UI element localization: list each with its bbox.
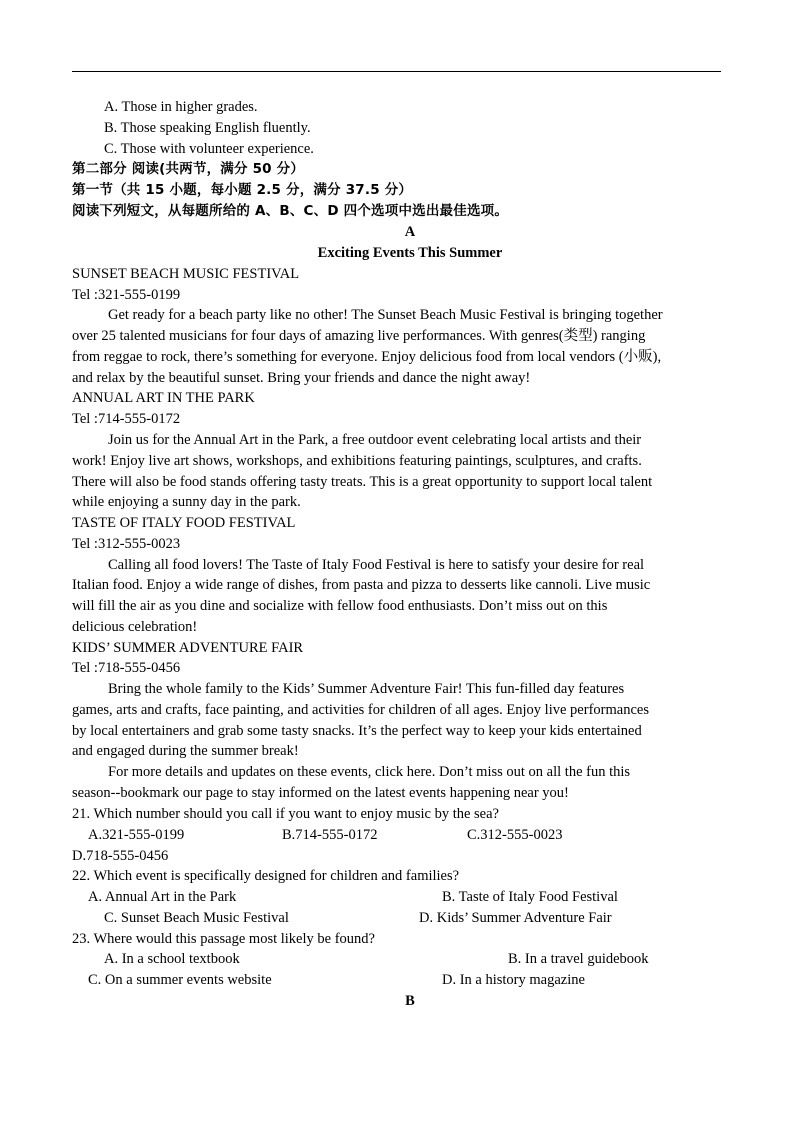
option-c[interactable]: C. On a summer events website <box>88 972 272 988</box>
prev-option-c: C. Those with volunteer experience. <box>104 141 314 157</box>
paragraph-line: and relax by the beautiful sunset. Bring your friends and dance the night away! <box>72 370 531 386</box>
paragraph-line: There will also be food stands offering tasty treats. This is a great opportunity to support local talent <box>72 474 653 490</box>
prev-option-a: A. Those in higher grades. <box>104 99 258 115</box>
option-b[interactable]: B. Taste of Italy Food Festival <box>442 889 618 905</box>
paragraph-line: delicious celebration! <box>72 619 198 635</box>
paragraph-line: from reggae to rock, there’s something for everyone. Enjoy delicious food from local vendors (小贩), <box>72 349 662 365</box>
option-a[interactable]: A. Annual Art in the Park <box>88 889 237 905</box>
paragraph-line: games, arts and crafts, face painting, and activities for children of all ages. Enjoy live performances <box>72 702 649 718</box>
option-b[interactable]: B. In a travel guidebook <box>508 951 649 967</box>
paragraph-line: Bring the whole family to the Kids’ Summer Adventure Fair! This fun-filled day features <box>108 681 625 697</box>
option-a[interactable]: A. In a school textbook <box>104 951 240 967</box>
paragraph-line: by local entertainers and grab some tasty snacks. It’s the perfect way to keep your kids entertained <box>72 723 642 739</box>
question-stem: 23. Where would this passage most likely be found? <box>72 931 375 947</box>
paragraph-line: Italian food. Enjoy a wide range of dishes, from pasta and pizza to desserts like cannoli. Live music <box>72 577 651 593</box>
closing-line: For more details and updates on these events, click here. Don’t miss out on all the fun this <box>108 764 631 780</box>
passage-title: Exciting Events This Summer <box>317 245 503 261</box>
paragraph-line: Calling all food lovers! The Taste of Italy Food Festival is here to satisfy your desire for real <box>108 557 645 573</box>
section-subtitle: 第一节（共 15 小题，每小题 2.5 分，满分 37.5 分） <box>72 182 413 198</box>
question-stem: 22. Which event is specifically designed for children and families? <box>72 868 460 884</box>
event-name: SUNSET BEACH MUSIC FESTIVAL <box>72 266 300 282</box>
closing-line: season--bookmark our page to stay informed on the latest events happening near you! <box>72 785 569 801</box>
instruction: 阅读下列短文，从每题所给的 A、B、C、D 四个选项中选出最佳选项。 <box>72 203 509 219</box>
option-d[interactable]: D. Kids’ Summer Adventure Fair <box>419 910 612 926</box>
option-c[interactable]: C. Sunset Beach Music Festival <box>104 910 289 926</box>
event-tel: Tel :714-555-0172 <box>72 411 181 427</box>
event-name: KIDS’ SUMMER ADVENTURE FAIR <box>72 640 304 656</box>
event-name: TASTE OF ITALY FOOD FESTIVAL <box>72 515 296 531</box>
option-b[interactable]: B.714-555-0172 <box>282 827 378 843</box>
option-d[interactable]: D.718-555-0456 <box>72 848 169 864</box>
event-tel: Tel :312-555-0023 <box>72 536 181 552</box>
prev-option-b: B. Those speaking English fluently. <box>104 120 311 136</box>
part-title: 第二部分 阅读(共两节，满分 50 分） <box>72 161 305 177</box>
next-passage-letter: B <box>405 993 415 1009</box>
paragraph-line: Join us for the Annual Art in the Park, a free outdoor event celebrating local artists and their <box>108 432 642 448</box>
paragraph-line: will fill the air as you dine and socialize with fellow food enthusiasts. Don’t miss out on this <box>72 598 608 614</box>
option-d[interactable]: D. In a history magazine <box>442 972 585 988</box>
question-stem: 21. Which number should you call if you want to enjoy music by the sea? <box>72 806 499 822</box>
paragraph-line: over 25 talented musicians for four days of amazing live performances. With genres(类型) ranging <box>72 328 646 344</box>
paragraph-line: and engaged during the summer break! <box>72 743 299 759</box>
option-c[interactable]: C.312-555-0023 <box>467 827 563 843</box>
event-tel: Tel :718-555-0456 <box>72 660 181 676</box>
passage-letter: A <box>404 224 416 240</box>
option-a[interactable]: A.321-555-0199 <box>88 827 185 843</box>
header-rule <box>72 71 721 72</box>
paragraph-line: while enjoying a sunny day in the park. <box>72 494 301 510</box>
event-name: ANNUAL ART IN THE PARK <box>72 390 255 406</box>
paragraph-line: Get ready for a beach party like no other! The Sunset Beach Music Festival is bringing together <box>108 307 663 323</box>
paragraph-line: work! Enjoy live art shows, workshops, and exhibitions featuring paintings, sculptures, and crafts. <box>72 453 642 469</box>
event-tel: Tel :321-555-0199 <box>72 287 181 303</box>
